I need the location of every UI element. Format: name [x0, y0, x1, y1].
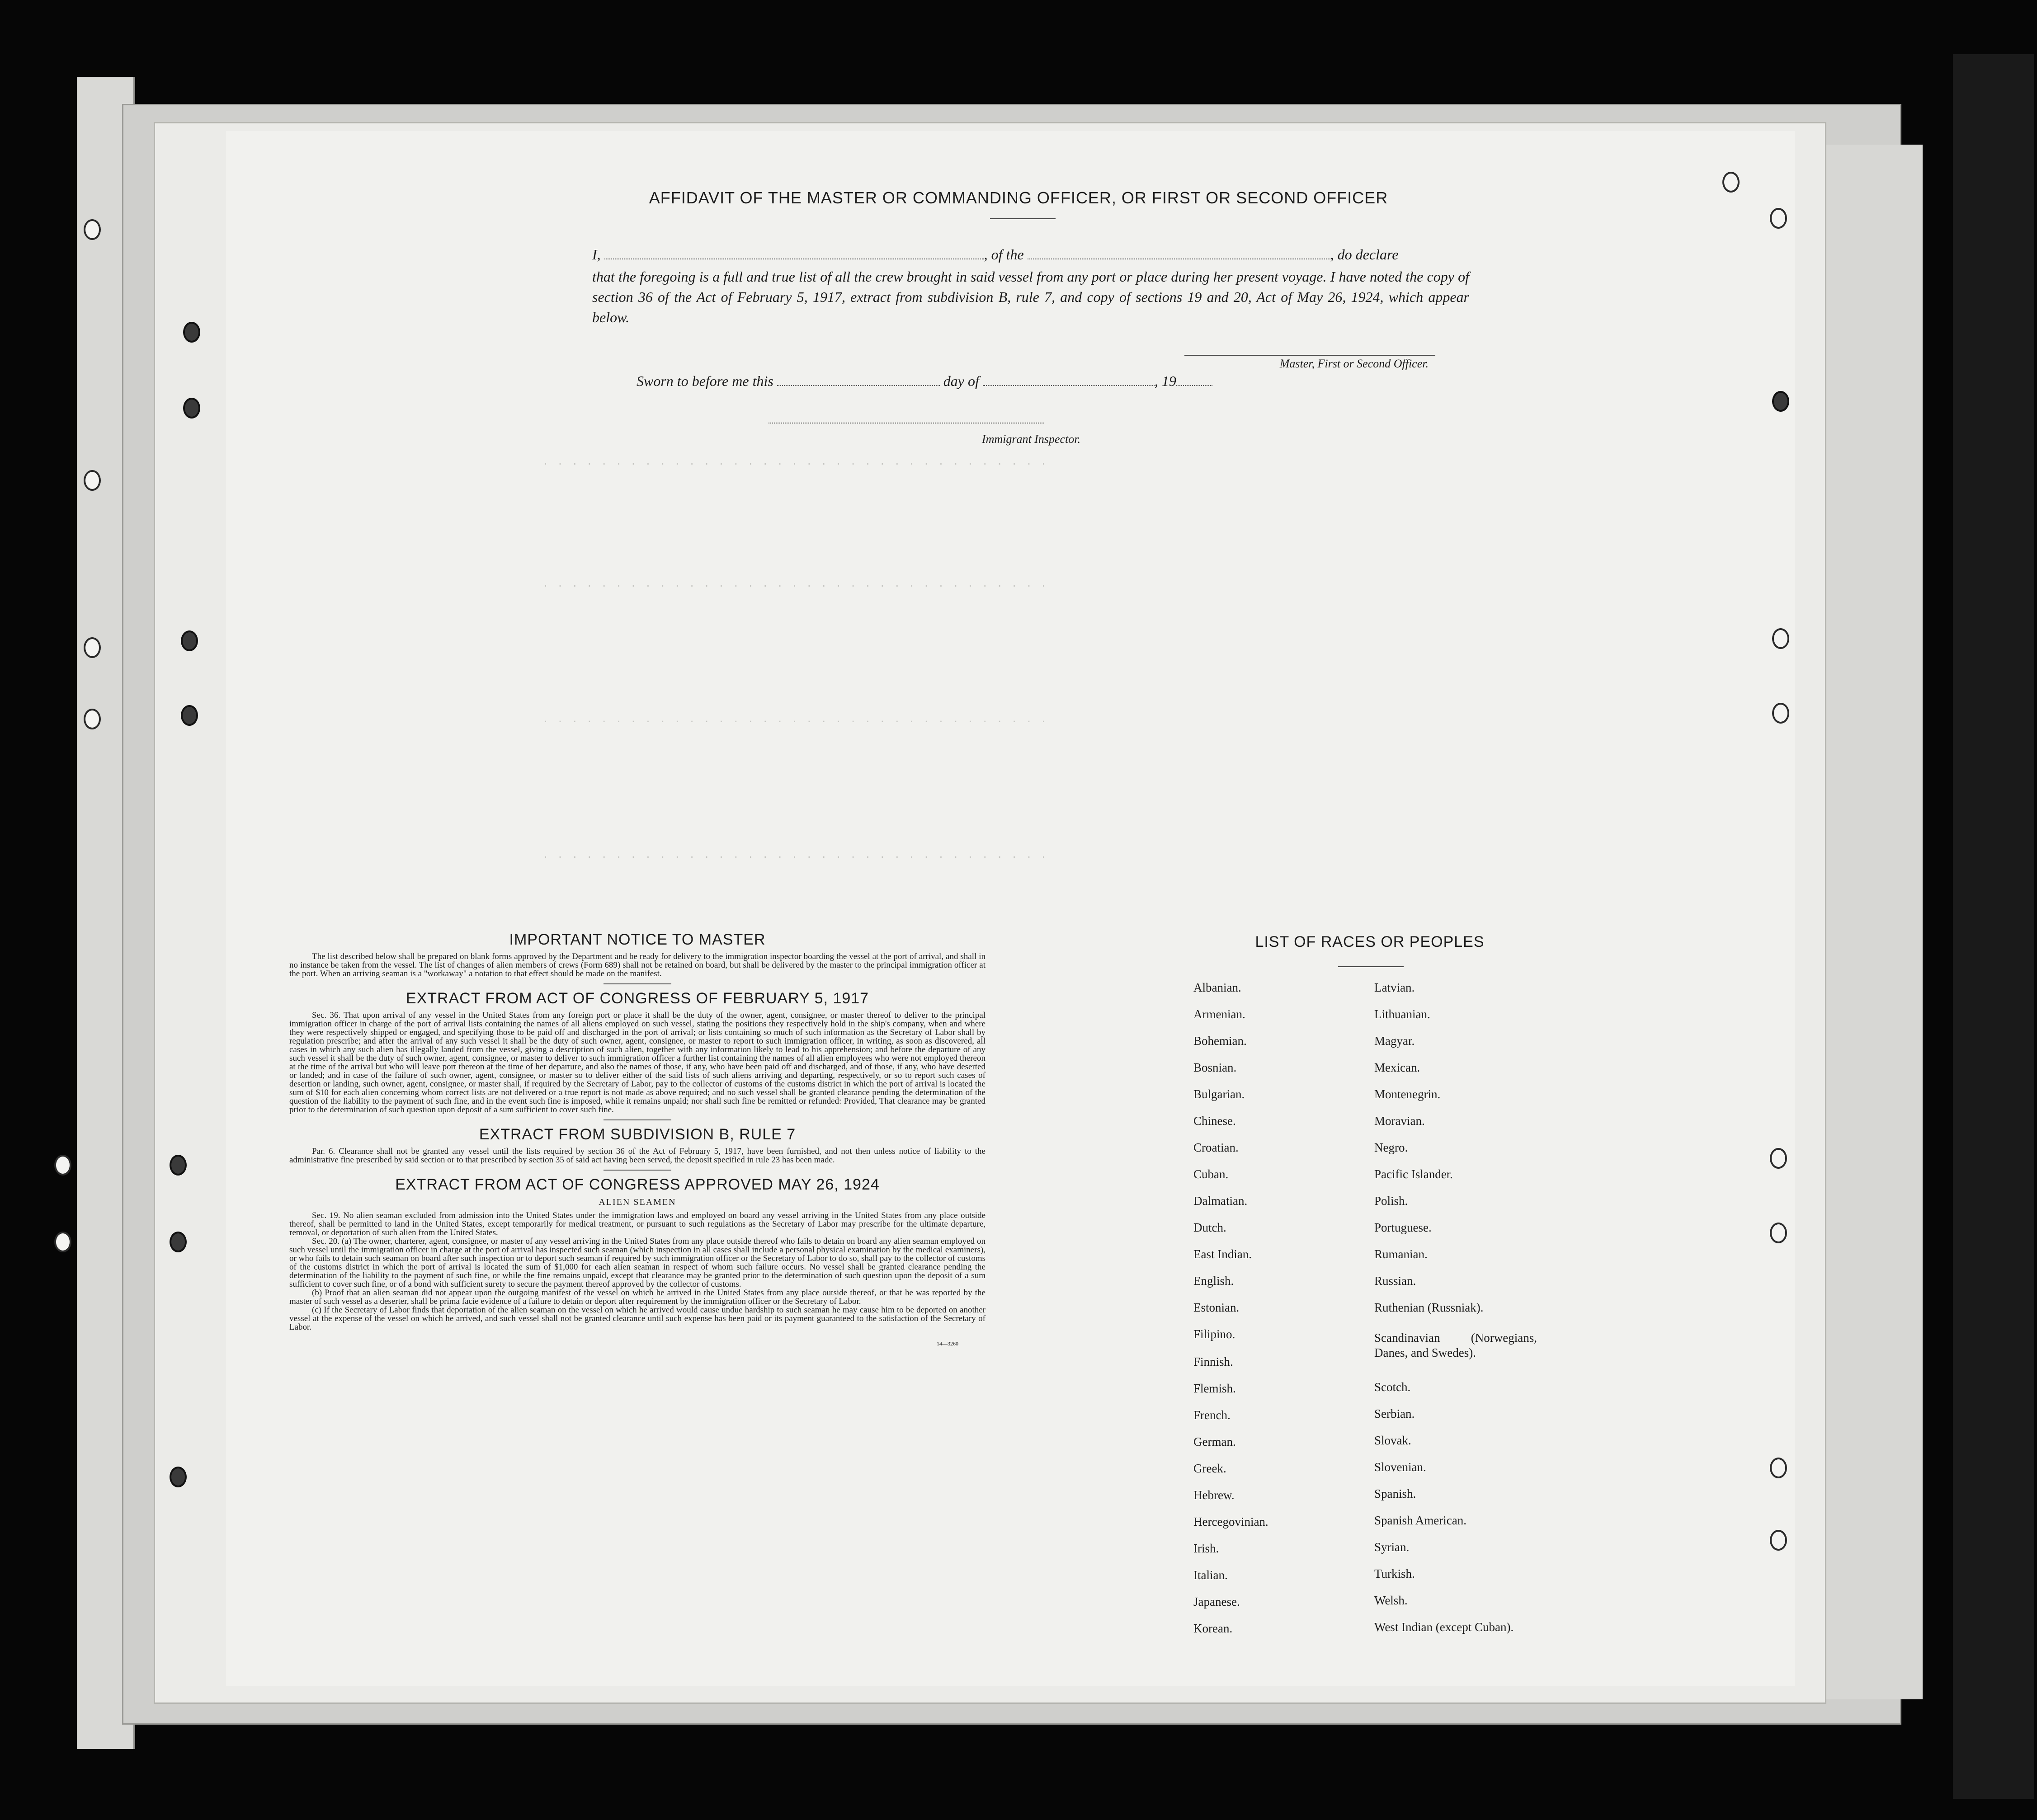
sec20c-text: (c) If the Secretary of Labor finds that deportation of the alien seaman on the vessel on which he arrived would cause undue hardship to such seaman he may cause him to be deported on another vessel at the expense of the vessel on which he arrived, and such vessel shall not be granted clearance until such expense has been paid or its payment guaranteed to the satisfaction of the Secretary of Labor. — [289, 1305, 985, 1332]
sworn-year: , 19 — [1154, 373, 1176, 389]
race-item: Dalmatian. — [1193, 1194, 1248, 1208]
race-item: Syrian. — [1374, 1540, 1410, 1554]
race-item: Scotch. — [1374, 1380, 1411, 1394]
section-rule — [604, 983, 671, 984]
race-item: Scandinavian (Norwegians, Danes, and Swedes). — [1374, 1331, 1537, 1359]
race-item: Estonian. — [1193, 1301, 1240, 1314]
race-item: Slovak. — [1374, 1434, 1411, 1447]
punch-hole — [1772, 703, 1789, 724]
declaration-end: , do declare — [1330, 246, 1399, 263]
bleed-through: . . . . . . . . . . . . . . . . . . . . . . . . . . . . . . . . . . . — [542, 578, 1048, 590]
race-item: Korean. — [1193, 1622, 1233, 1635]
sec20a-text: Sec. 20. (a) The owner, charterer, agent, consignee, or master of any vessel arriving in the United States from any place outside thereof who fails to detain on board any alien seaman employed on such vessel until the immigration officer in charge at the port of arrival has inspected such seaman (which inspection in all cases shall include a personal physical examination by the medical examiners), or who fails to detain such seaman on board after such inspection or to deport such seaman if required by such immigration officer or the Secretary of Labor to do so, shall pay to the collector of customs of the customs district in which the port of arrival is located the sum of $1,000 for each alien seaman in respect of whom such failure occurs. No vessel shall be granted clearance pending the determination of the liability to the payment of such fine, or while the fine remains unpaid, except that clearance may be granted prior to the determination of such question upon the deposit of a sum sufficient to cover such fine, or of a bond with sufficient surety to secure the payment thereof approved by the collector of customs. — [289, 1237, 985, 1289]
day-blank[interactable] — [777, 385, 940, 386]
declaration-i: I, — [592, 246, 601, 263]
race-item: Bosnian. — [1193, 1061, 1237, 1074]
sec20b-text: (b) Proof that an alien seaman did not appear upon the outgoing manifest of the vessel on which he arrived in the United States from any place outside thereof, or that he was reported by the master of such vessel as a deserter, shall be prima facie evidence of a failure to detain or deport after requirement by the immigration officer or the Secretary of Labor. — [289, 1288, 985, 1306]
punch-hole — [183, 322, 200, 343]
bleed-through: . . . . . . . . . . . . . . . . . . . . . . . . . . . . . . . . . . . — [542, 714, 1048, 725]
race-item: Portuguese. — [1374, 1221, 1432, 1234]
extract-1917-title: EXTRACT FROM ACT OF CONGRESS OF FEBRUARY 5, 1917 — [406, 990, 869, 1007]
notice-column — [289, 931, 985, 1347]
race-item: Bohemian. — [1193, 1034, 1247, 1048]
race-item: Spanish. — [1374, 1487, 1416, 1500]
race-item: Greek. — [1193, 1462, 1226, 1475]
title-rule — [990, 218, 1056, 219]
race-item: German. — [1193, 1435, 1236, 1448]
race-item: Latvian. — [1374, 981, 1415, 994]
race-item: Serbian. — [1374, 1407, 1415, 1420]
race-item: West Indian (except Cuban). — [1374, 1620, 1514, 1634]
rule7-title: EXTRACT FROM SUBDIVISION B, RULE 7 — [479, 1126, 796, 1143]
races-title: LIST OF RACES OR PEOPLES — [1255, 933, 1485, 950]
sworn-prefix: Sworn to before me this — [637, 373, 773, 389]
form-number: 14—3260 — [937, 1340, 958, 1347]
race-item: Polish. — [1374, 1194, 1408, 1208]
race-item: Flemish. — [1193, 1382, 1236, 1395]
race-item: Filipino. — [1193, 1327, 1235, 1341]
alien-seamen-heading: ALIEN SEAMEN — [599, 1197, 676, 1207]
sec19-text: Sec. 19. No alien seaman excluded from admission into the United States under the immigration laws and employed on board any vessel arriving in the United States from any place outside thereof, shall be permitted to land in the United States, except temporarily for medical treatment, or pursuant to such regulations as the Secretary of Labor may prescribe for the ultimate departure, removal, or deportation of such alien from the United States. — [289, 1211, 985, 1237]
punch-hole — [170, 1155, 187, 1176]
signature-label: Master, First or Second Officer. — [1279, 357, 1429, 370]
race-item: Italian. — [1193, 1568, 1228, 1582]
race-item: Irish. — [1193, 1542, 1219, 1555]
race-item: Rumanian. — [1374, 1247, 1428, 1261]
race-item: Croatian. — [1193, 1141, 1239, 1154]
punch-hole — [84, 637, 101, 658]
race-item: Albanian. — [1193, 981, 1241, 994]
bleed-through: . . . . . . . . . . . . . . . . . . . . . . . . . . . . . . . . . . . — [542, 456, 1048, 468]
declaration-of-the: , of the — [984, 246, 1024, 263]
race-item: Russian. — [1374, 1274, 1416, 1288]
race-item: Hebrew. — [1193, 1488, 1235, 1502]
race-item: Cuban. — [1193, 1167, 1229, 1181]
race-item: Armenian. — [1193, 1007, 1245, 1021]
punch-hole — [181, 705, 198, 726]
affidavit-body: that the foregoing is a full and true list of all the crew brought in said vessel from any port or place during her present voyage. I have noted the copy of section 36 of the Act of February 5, 1917, extract from subdivision B, rule 7, and copy of sections 19 and 20, Act of May 26, 1924, which appear below. — [592, 268, 1469, 325]
rule7-text: Par. 6. Clearance shall not be granted any vessel until the lists required by section 36 of the Act of February 5, 1917, have been furnished, and not then unless notice of liability to the administrative fine prescribed by said section or to that prescribed by section 35 of said act having been served, the deposit specified in rule 23 has been made. — [289, 1147, 985, 1165]
section-rule — [604, 1170, 671, 1171]
month-blank[interactable] — [983, 385, 1155, 386]
year-blank[interactable] — [1176, 385, 1212, 386]
back-sheet-right — [1813, 145, 1923, 1699]
race-item: Chinese. — [1193, 1114, 1236, 1128]
race-item: Welsh. — [1374, 1594, 1408, 1607]
punch-hole — [84, 219, 101, 240]
signature-line[interactable] — [1184, 355, 1435, 356]
race-item: Japanese. — [1193, 1595, 1240, 1608]
page-inner — [226, 131, 1795, 1686]
affidavit-title: AFFIDAVIT OF THE MASTER OR COMMANDING OFFICER, OR FIRST OR SECOND OFFICER — [649, 188, 1388, 207]
affidavit-declaration-line — [592, 246, 1398, 263]
race-item: Finnish. — [1193, 1355, 1233, 1369]
race-item: Slovenian. — [1374, 1460, 1426, 1474]
notice-title: IMPORTANT NOTICE TO MASTER — [509, 931, 766, 948]
scanner-edge — [1953, 54, 2034, 1799]
race-item: Moravian. — [1374, 1114, 1425, 1128]
punch-hole — [54, 1232, 71, 1252]
section-rule — [604, 1119, 671, 1120]
punch-hole — [1770, 208, 1787, 229]
race-item: Ruthenian (Russniak). — [1374, 1301, 1484, 1314]
punch-hole — [84, 470, 101, 491]
race-item: East Indian. — [1193, 1247, 1252, 1261]
race-item: Lithuanian. — [1374, 1007, 1430, 1021]
notice-text: The list described below shall be prepared on blank forms approved by the Department and be ready for delivery to the immigration inspector boarding the vessel at the port of arrival, and shall in no instance be taken from the vessel. The list of changes of alien members of crews (Form 689) shall not be retained on board, but shall be delivered by the master to the principal immigration officer at the port. When an arriving seaman is a "workaway" a notation to that effect should be made on the manifest. — [289, 952, 985, 978]
punch-hole — [1772, 391, 1789, 412]
race-item: Bulgarian. — [1193, 1087, 1245, 1101]
race-item: Turkish. — [1374, 1567, 1415, 1580]
punch-hole — [84, 709, 101, 729]
punch-hole — [170, 1467, 187, 1487]
race-item: Montenegrin. — [1374, 1087, 1441, 1101]
race-item: Magyar. — [1374, 1034, 1415, 1048]
punch-hole — [1770, 1223, 1787, 1243]
inspector-label: Immigrant Inspector. — [981, 433, 1080, 446]
race-item: Hercegovinian. — [1193, 1515, 1268, 1528]
punch-hole — [1770, 1458, 1787, 1478]
punch-hole — [170, 1232, 187, 1252]
punch-hole — [54, 1155, 71, 1176]
race-item: Dutch. — [1193, 1221, 1226, 1234]
race-item: English. — [1193, 1274, 1234, 1288]
punch-hole — [1772, 628, 1789, 649]
race-item: Negro. — [1374, 1141, 1408, 1154]
sworn-day-of: day of — [943, 373, 979, 389]
race-item: Spanish American. — [1374, 1514, 1466, 1527]
punch-hole — [183, 398, 200, 419]
race-item: Mexican. — [1374, 1061, 1420, 1074]
extract-1924-title: EXTRACT FROM ACT OF CONGRESS APPROVED MAY 26, 1924 — [395, 1176, 880, 1193]
bleed-through: . . . . . . . . . . . . . . . . . . . . . . . . . . . . . . . . . . . — [542, 850, 1048, 861]
sworn-line — [637, 373, 1212, 390]
extract-1917-text: Sec. 36. That upon arrival of any vessel in the United States from any foreign port or place it shall be the duty of the owner, agent, consignee, or master thereof to deliver to the principal immigration officer in charge of the port of arrival lists containing the names of all aliens employed on such vessel, stating the positions they respectively hold in the ship's company, when and where they were respectively shipped or engaged, and specifying those to be paid off and discharged in the port of arrival; or lists containing so much of such information as the Secretary of Labor shall by regulation prescribe; and after the arrival of any such vessel it shall be the duty of such owner, agent, consignee, or master to report to such immigration officer, in writing, as soon as discovered, all cases in which any such alien has illegally landed from the vessel, giving a description of such alien, together with any information likely to lead to his apprehension; and before the departure of any such vessel it shall be the duty of such owner, agent, consignee, or master to deliver to such immigration officer a further list containing the names of all alien employees who were not employed thereon at the time of the arrival but who will leave port thereon at the time of her departure, and also the names of those, if any, who have been paid off and discharged, and of those, if any, who have deserted or landed; and in case of the failure of such owner, agent, consignee, or master so to deliver either of the said lists of such aliens arriving and departing, respectively, or so to report such cases of desertion or landing, such owner, agent, consignee, or master shall, if required by the Secretary of Labor, pay to the collector of customs of the customs district in which the port of arrival is located the sum of $10 for each alien concerning whom correct lists are not delivered or a true report is not made as above required; and no such vessel shall be granted clearance pending the determination of the question of the liability to the payment of such fine, and in the event such fine is imposed, while it remains unpaid; nor shall such fine be remitted or refunded: Provided, That clearance may be granted prior to the determination of such question upon deposit of a sum sufficient to cover such fine. — [289, 1011, 985, 1115]
race-item: Pacific Islander. — [1374, 1167, 1453, 1181]
punch-hole — [181, 630, 198, 651]
punch-hole — [1770, 1530, 1787, 1551]
race-item: French. — [1193, 1408, 1231, 1422]
punch-hole — [1770, 1148, 1787, 1169]
races-rule — [1338, 966, 1404, 967]
